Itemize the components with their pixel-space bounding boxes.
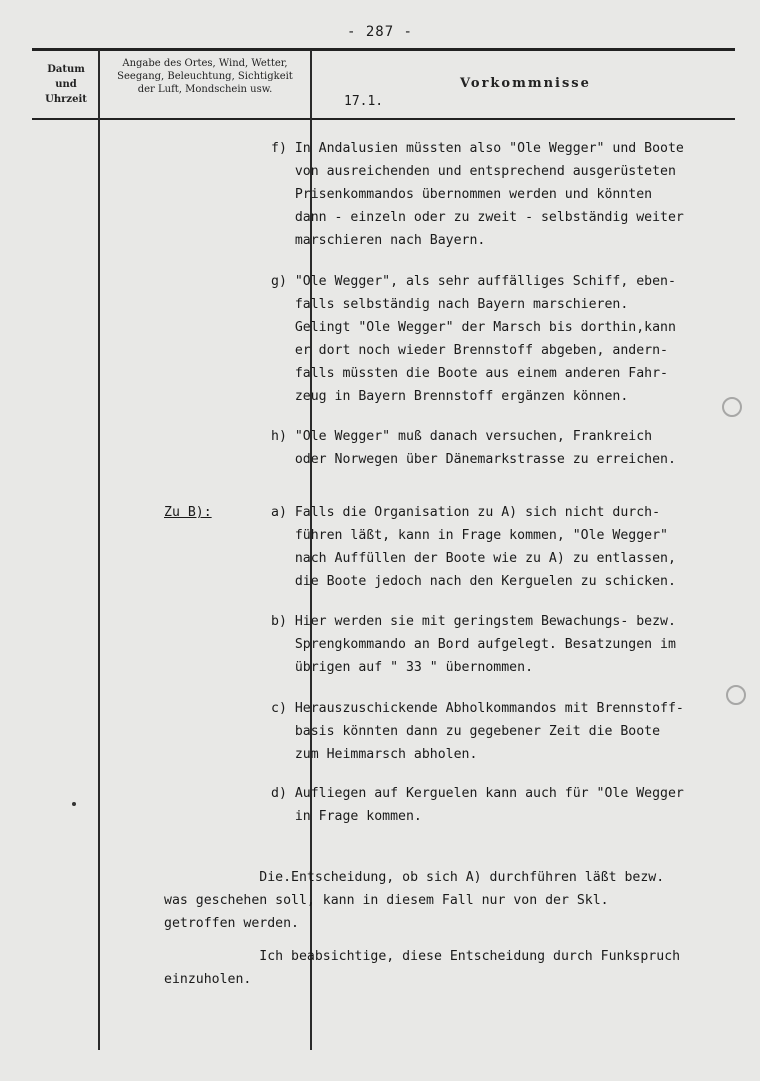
header-angabe [101, 57, 309, 96]
text-line: er dort noch wieder Brennstoff abgeben, andern- [271, 343, 668, 358]
text-line: falls müssten die Boote aus einem anderen Fahr- [271, 366, 668, 381]
text-line: was geschehen soll, kann in diesem Fall nur von der Skl. [164, 893, 609, 908]
text-line: b) Hier werden sie mit geringstem Bewachungs- bezw. [271, 614, 676, 629]
text-line: Prisenkommandos übernommen werden und könnten [271, 187, 653, 202]
header-angabe-line: Angabe des Ortes, Wind, Wetter, [122, 58, 288, 69]
ink-blot [722, 397, 742, 417]
text-line: in Frage kommen. [271, 809, 422, 824]
text-line: übrigen auf " 33 " übernommen. [271, 660, 534, 675]
text-line: falls selbständig nach Bayern marschieren. [271, 297, 629, 312]
text-line: basis könnten dann zu gegebener Zeit die Boote [271, 724, 661, 739]
text-line: a) Falls die Organisation zu A) sich nicht durch- [271, 505, 661, 520]
text-line: g) "Ole Wegger", als sehr auffälliges Schiff, eben- [271, 274, 676, 289]
header-datum-line: und [55, 79, 77, 90]
text-line: Ich beabsichtige, diese Entscheidung durch Funkspruch [164, 949, 681, 964]
header-angabe-line: der Luft, Mondschein usw. [137, 84, 273, 95]
text-line: nach Auffüllen der Boote wie zu A) zu entlassen, [271, 551, 676, 566]
header-datum-line: Uhrzeit [45, 94, 87, 105]
header-vorkommnisse: Vorkommnisse [460, 76, 591, 91]
section-label: Zu B): [164, 505, 212, 520]
text-line: die Boote jedoch nach den Kerguelen zu schicken. [271, 574, 676, 589]
column-rule-1 [98, 50, 100, 1050]
text-line: von ausreichenden und entsprechend ausgerüsteten [271, 164, 676, 179]
page-number: - 287 - [346, 24, 413, 40]
ink-blot [726, 685, 746, 705]
header-angabe-line: Seegang, Beleuchtung, Sichtigkeit [117, 71, 293, 82]
text-line: d) Aufliegen auf Kerguelen kann auch für "Ole Wegger [271, 786, 684, 801]
text-line: zum Heimmarsch abholen. [271, 747, 478, 762]
header-bottom-rule [32, 118, 735, 120]
entry-date: 17.1. [344, 94, 384, 109]
text-line: c) Herauszuschickende Abholkommandos mit Brennstoff- [271, 701, 684, 716]
text-line: marschieren nach Bayern. [271, 233, 486, 248]
text-line: Gelingt "Ole Wegger" der Marsch bis dorthin,kann [271, 320, 676, 335]
text-line: führen läßt, kann in Frage kommen, "Ole Wegger" [271, 528, 668, 543]
text-line: einzuholen. [164, 972, 252, 987]
ink-dot [72, 802, 76, 806]
text-line: getroffen werden. [164, 916, 299, 931]
header-datum-line: Datum [47, 64, 85, 75]
header-top-rule [32, 48, 735, 51]
text-line: h) "Ole Wegger" muß danach versuchen, Frankreich [271, 429, 653, 444]
header-datum [34, 62, 98, 107]
text-line: dann - einzeln oder zu zweit - selbständig weiter [271, 210, 684, 225]
text-line: f) In Andalusien müssten also "Ole Wegger" und Boote [271, 141, 684, 156]
text-line: Die.Entscheidung, ob sich A) durchführen läßt bezw. [164, 870, 665, 885]
text-line: Sprengkommando an Bord aufgelegt. Besatzungen im [271, 637, 676, 652]
text-line: zeug in Bayern Brennstoff ergänzen können. [271, 389, 629, 404]
text-line: oder Norwegen über Dänemarkstrasse zu erreichen. [271, 452, 676, 467]
